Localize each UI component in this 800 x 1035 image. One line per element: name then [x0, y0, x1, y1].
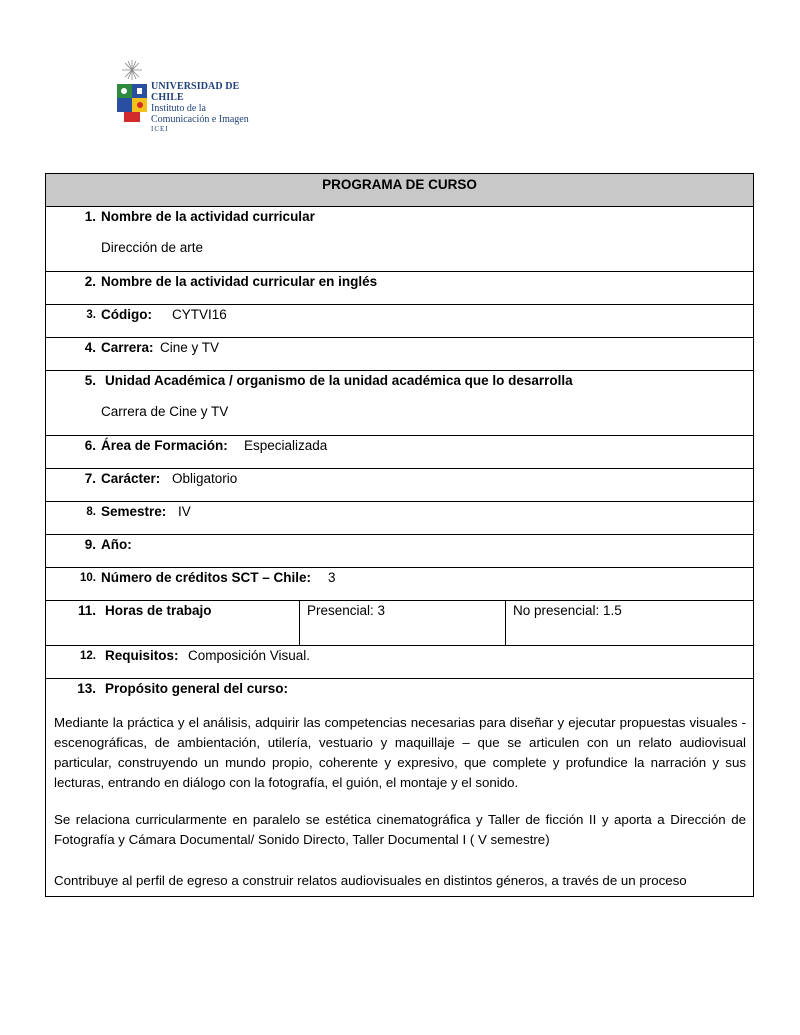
row-label: Horas de trabajo: [105, 603, 212, 618]
row-value: Carrera de Cine y TV: [101, 404, 229, 419]
purpose-paragraph: Mediante la práctica y el análisis, adquirir las competencias necesarias para diseñar y ejecutar propuestas visuales -escenográficas, de ambientación, utilería, vestuario y maquillaje – que se articulen con un relato audiovisual particular, construyendo un mundo propio, coherente y expresivo, que complete y profundice la narración y sus lecturas, entrando en diálogo con la fotografía, el guión, el montaje y el sonido.: [54, 715, 746, 790]
row-work-hours: [46, 601, 753, 646]
row-label: Área de Formación:: [101, 438, 228, 453]
row-character: [46, 469, 753, 502]
row-semester: [46, 502, 753, 535]
row-value: Dirección de arte: [101, 240, 204, 255]
row-number: 9.: [84, 537, 96, 552]
university-crest-icon: [112, 58, 152, 128]
graduate-profile-paragraph: Contribuye al perfil de egreso a construir relatos audiovisuales en distintos géneros, a través de un proceso: [54, 873, 687, 888]
cell-divider: [299, 601, 300, 645]
row-label: Semestre:: [101, 504, 167, 519]
table-title: PROGRAMA DE CURSO: [322, 177, 477, 192]
logo-university-name: UNIVERSIDAD DE CHILE: [151, 81, 240, 103]
row-number: 12.: [80, 650, 96, 662]
row-value: Obligatorio: [172, 471, 238, 486]
row-label: Año:: [101, 537, 132, 552]
row-label: Carrera:: [101, 340, 154, 355]
row-number: 10.: [80, 572, 96, 584]
row-code: [46, 305, 753, 338]
row-career: [46, 338, 753, 371]
row-academic-unit: [46, 371, 753, 436]
row-number: 13.: [77, 681, 96, 696]
row-number: 1.: [84, 209, 96, 224]
curricular-relation-paragraph: Se relaciona curricularmente en paralelo se estética cinematográfica y Taller de ficción II y aporta a Dirección de Fotografía y Cámara Documental/ Sonido Directo, Taller Documental I ( V semestre): [54, 812, 746, 847]
row-label: Unidad Académica / organismo de la unidad académica que lo desarrolla: [105, 373, 573, 388]
row-value: Cine y TV: [160, 340, 220, 355]
row-value: CYTVI16: [172, 307, 227, 322]
row-label: Nombre de la actividad curricular: [101, 209, 315, 224]
row-value: Composición Visual.: [188, 648, 311, 663]
row-number: 6.: [84, 438, 96, 453]
row-number: 11.: [77, 603, 96, 618]
non-presencial-hours: No presencial: 1.5: [513, 603, 622, 618]
logo-institute-name: Comunicación e Imagen: [151, 114, 249, 125]
row-training-area: [46, 436, 753, 469]
row-number: 2.: [84, 274, 96, 289]
row-label: Propósito general del curso:: [105, 681, 289, 696]
row-value: Especializada: [244, 438, 328, 453]
presencial-hours: Presencial: 3: [307, 603, 386, 618]
row-label: Número de créditos SCT – Chile:: [101, 570, 312, 585]
row-value: IV: [178, 504, 191, 519]
row-number: 4.: [84, 340, 96, 355]
row-course-purpose: [46, 679, 753, 896]
logo-acronym: ICEI: [151, 125, 169, 133]
cell-divider: [505, 601, 506, 645]
row-number: 8.: [86, 506, 96, 518]
row-year: [46, 535, 753, 568]
table-header: [46, 174, 753, 207]
row-number: 3.: [86, 309, 96, 321]
row-label: Carácter:: [101, 471, 161, 486]
row-activity-name-english: [46, 272, 753, 305]
row-value: 3: [328, 570, 336, 585]
row-number: 7.: [84, 471, 96, 486]
row-activity-name: [46, 207, 753, 272]
course-program-table: [45, 173, 754, 897]
row-number: 5.: [84, 373, 96, 388]
row-label: Requisitos:: [105, 648, 179, 663]
logo-institute-line: Instituto de la: [151, 103, 206, 114]
row-label: Nombre de la actividad curricular en inglés: [101, 274, 378, 289]
row-requirements: [46, 646, 753, 679]
university-logo: [112, 58, 262, 133]
row-label: Código:: [101, 307, 152, 322]
row-credits: [46, 568, 753, 601]
